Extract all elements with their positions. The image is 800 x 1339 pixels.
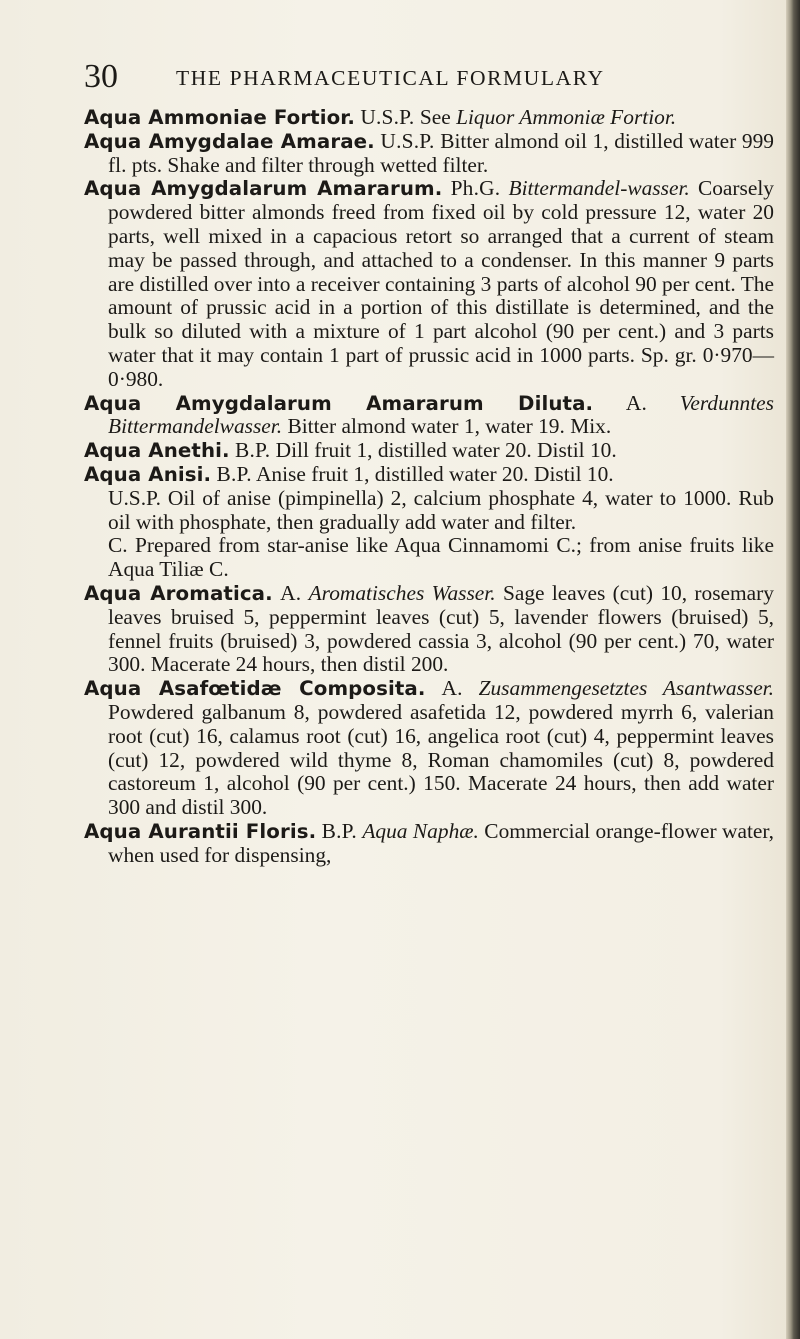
entry-headword: Aqua Ammoniae Fortior. xyxy=(84,106,355,129)
entry-aqua-asafoetidae-composita xyxy=(84,677,774,820)
entry-text: Powdered galbanum 8, powdered asafetida 12, powdered myrrh 6, valerian root (cut) 16, calamus root (cut) 16, angelica root (cut) 4, peppermint leaves (cut) 12, powdered wild thyme 8, Roman chamomiles (cut) 8, powdered castoreum 1, alcohol (90 per cent.) 150. Macerate 24 hours, then add water 300 and distil 300. xyxy=(108,699,774,820)
entry-aqua-aurantii-floris xyxy=(84,820,774,868)
entry-aqua-anisi-c xyxy=(84,534,774,582)
entry-german-name: Bittermandel-wasser. xyxy=(508,176,690,201)
entry-headword: Aqua Amygdalarum Amararum. xyxy=(84,177,443,201)
entry-source: U.S.P. xyxy=(380,128,435,153)
entry-cross-reference: Liquor Ammoniæ Fortior. xyxy=(456,105,677,129)
entry-text: See xyxy=(419,105,451,129)
entry-text: U.S.P. Oil of anise (pimpinella) 2, calcium phosphate 4, water to 1000. Rub oil with phosphate, then gradually add water and filter. xyxy=(108,485,774,534)
entry-synonym: Aqua Naphæ. xyxy=(362,818,479,843)
entry-text: C. Prepared from star-anise like Aqua Cinnamomi C.; from anise fruits like Aqua Tiliæ C. xyxy=(108,533,774,582)
entry-german-name: Zusammengesetztes Asantwasser. xyxy=(478,676,774,701)
entry-headword: Aqua Anethi. xyxy=(84,439,230,463)
entry-aqua-anisi-usp xyxy=(84,487,774,535)
entry-text: Anise fruit 1, distilled water 20. Distil 10. xyxy=(255,461,614,486)
entry-text: Dill fruit 1, distilled water 20. Distil 10. xyxy=(275,438,617,463)
entry-source: U.S.P. xyxy=(360,105,415,129)
entry-headword: Aqua Aromatica. xyxy=(84,581,273,605)
entry-aqua-amygdalarum-amararum xyxy=(84,177,774,391)
entry-headword: Aqua Amygdalarum Amararum Diluta. xyxy=(84,391,594,415)
entry-german-name: Verdunntes Bittermandelwasser. xyxy=(108,390,774,439)
entry-aqua-aromatica xyxy=(84,582,774,677)
entry-headword: Aqua Anisi. xyxy=(84,462,212,486)
entry-headword: Aqua Asafœtidæ Composita. xyxy=(84,677,426,701)
entry-source: A. xyxy=(280,580,302,605)
entry-source: B.P. xyxy=(321,818,357,843)
entry-source: A. xyxy=(441,676,463,701)
running-title: THE PHARMACEUTICAL FORMULARY xyxy=(176,66,605,90)
entry-text: Bitter almond water 1, water 19. Mix. xyxy=(287,414,612,439)
entry-source: B.P. xyxy=(216,461,252,486)
entry-aqua-ammoniae-fortior xyxy=(84,106,774,130)
entry-text: Bitter almond oil 1, distilled water 999 fl. pts. Shake and filter through wetted filter. xyxy=(108,128,774,177)
entry-aqua-amygdalae-amarae xyxy=(84,130,774,178)
entry-source: A. xyxy=(625,390,648,415)
entry-text: Coarsely powdered bitter almonds freed from fixed oil by cold pressure 12, water 20 parts, well mixed in a capacious retort so arranged that a current of steam may be passed through, and attached to a condenser. In this manner 9 parts are distilled over into a receiver containing 3 parts of alcohol 90 per cent. The amount of prussic acid in a portion of this distillate is determined, and the bulk so diluted with a mixture of 1 part alcohol (90 per cent.) and 3 parts water that it may contain 1 part of prussic acid in 1000 parts. Sp. gr. 0·970—0·980. xyxy=(108,176,774,391)
page-number: 30 xyxy=(84,58,118,95)
page-edge-shadow xyxy=(786,0,800,1339)
formulary-text xyxy=(84,106,774,868)
entry-aqua-anisi xyxy=(84,463,774,487)
entry-aqua-anethi xyxy=(84,439,774,463)
entry-source: B.P. xyxy=(235,438,271,463)
entry-german-name: Aromatisches Wasser. xyxy=(308,580,496,605)
entry-text: Commercial orange-flower water, when used for dispensing, xyxy=(108,818,774,867)
entry-aqua-amygdalarum-amararum-diluta xyxy=(84,392,774,440)
entry-source: Ph.G. xyxy=(450,176,501,201)
entry-headword: Aqua Amygdalae Amarae. xyxy=(84,129,375,153)
page-header xyxy=(84,58,774,98)
entry-headword: Aqua Aurantii Floris. xyxy=(84,819,317,843)
entry-text: Sage leaves (cut) 10, rosemary leaves bruised 5, peppermint leaves (cut) 5, lavender flowers (bruised) 5, fennel fruits (bruised) 3, powdered cassia 3, alcohol (90 per cent.) 70, water 300. Macerate 24 hours, then distil 200. xyxy=(108,580,774,677)
